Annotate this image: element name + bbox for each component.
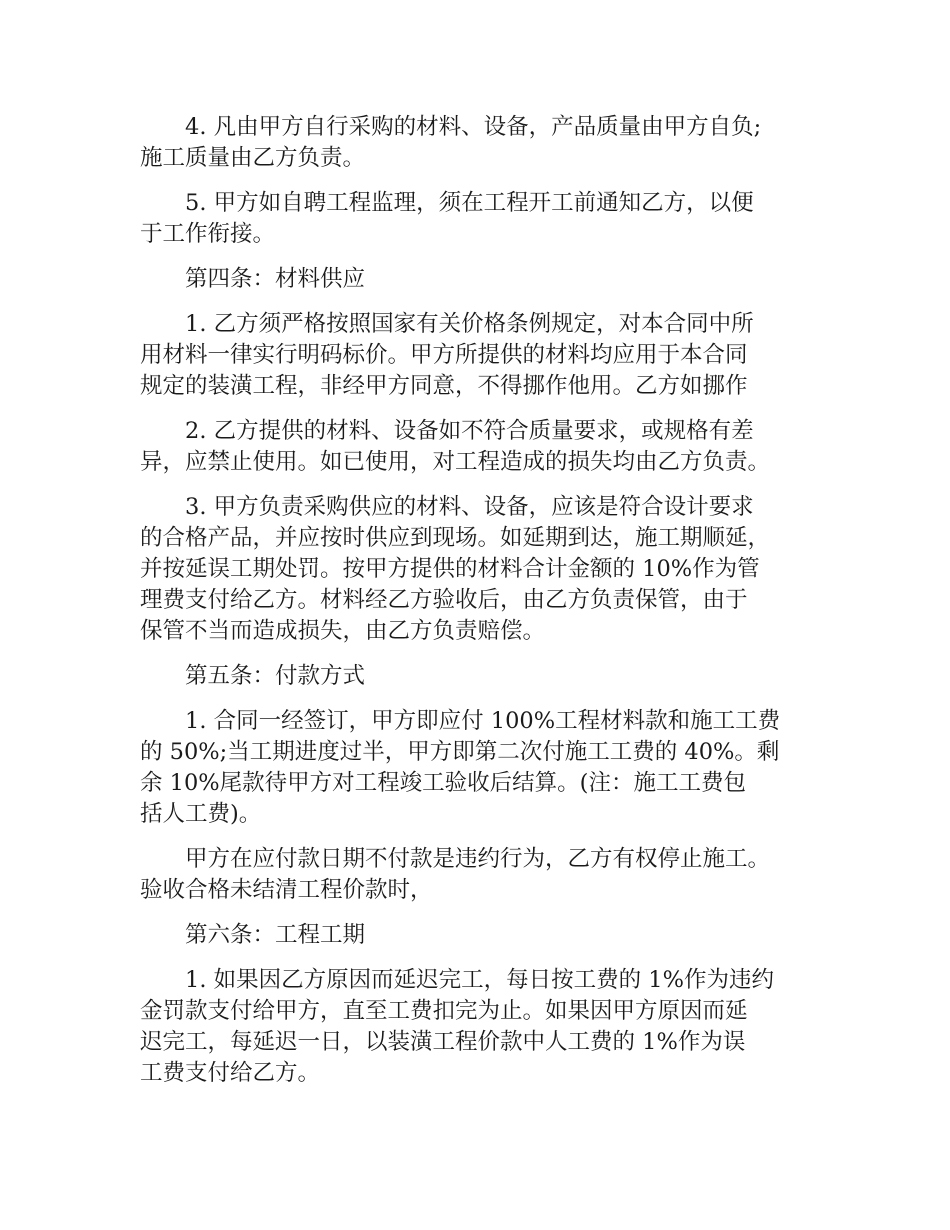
article-4-item-3: 3. 甲方负责采购供应的材料、设备，应该是符合设计要求 的合格产品，并应按时供应到现场。如延期到达，施工期顺延， 并按延误工期处罚。按甲方提供的材料合计金额的 10%作为管 理费支付给乙方。材料经乙方验收后，由乙方负责保管，由于 保管不当而造成损失，由乙方负责赔偿。 [140,494,771,644]
document-body [140,112,820,1103]
article-4-item-2: 2. 乙方提供的材料、设备如不符合质量要求，或规格有差 异，应禁止使用。如已使用，对工程造成的损失均由乙方负责。 [140,418,771,475]
clause-5-supervision: 5. 甲方如自聘工程监理，须在工程开工前通知乙方，以便 于工作衔接。 [140,190,754,247]
article-4-item-1: 1. 乙方须严格按照国家有关价格条例规定，对本合同中所 用材料一律实行明码标价。甲方所提供的材料均应用于本合同 规定的装潢工程，非经甲方同意，不得挪作他用。乙方如挪作 [140,311,754,399]
article-4-heading: 第四条：材料供应 [185,266,366,292]
article-6-item-1: 1. 如果因乙方原因而延迟完工，每日按工费的 1%作为违约 金罚款支付给甲方，直至工费扣完为止。如果因甲方原因而延 迟完工，每延迟一日，以装潢工程价款中人工费的 1%作为误 工费支付给乙方。 [140,967,774,1086]
article-5-item-1: 1. 合同一经签订，甲方即应付 100%工程材料款和施工工费 的 50%;当工期进度过半，甲方即第二次付施工工费的 40%。剩 余 10%尾款待甲方对工程竣工验收后结算。(注：施工工费包 括人工费)。 [140,708,781,827]
article-6-heading: 第六条：工程工期 [185,922,366,948]
clause-4-material-quality: 4. 凡由甲方自行采购的材料、设备，产品质量由甲方自负; 施工质量由乙方负责。 [140,114,762,171]
article-5-late-payment: 甲方在应付款日期不付款是违约行为，乙方有权停止施工。 验收合格未结清工程价款时， [140,846,771,903]
article-5-heading: 第五条：付款方式 [185,663,366,689]
